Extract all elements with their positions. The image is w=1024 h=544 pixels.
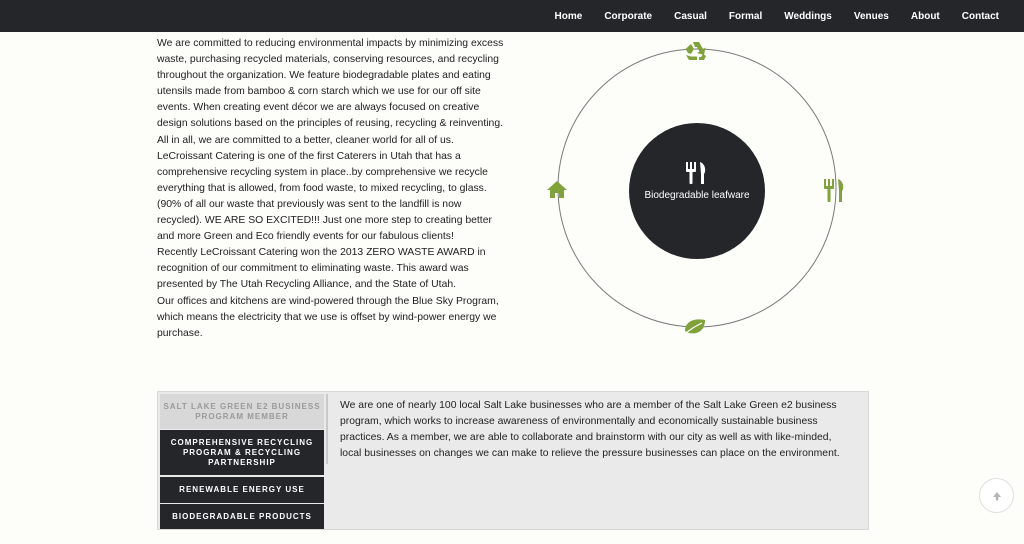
eco-diagram-svg — [545, 36, 850, 341]
arrow-up-icon — [991, 490, 1003, 502]
tab-content: We are one of nearly 100 local Salt Lake businesses who are a member of the Salt Lake Green e2 business program, which works to increase awareness of environmentally and economically sustainable business practices. As a member, we are able to collaborate and brainstorm with our city as well as with like-minded, local businesses on changes we can make to relieve the pressure businesses can place on the environment. — [340, 400, 840, 459]
center-label: Biodegradable leafware — [644, 190, 750, 201]
intro-text — [157, 36, 507, 342]
nav-contact[interactable]: Contact — [961, 10, 999, 22]
nav-home[interactable]: Home — [554, 10, 583, 22]
top-nav-bar — [0, 0, 1024, 32]
tab-biodegradable-products[interactable]: BIODEGRADABLE PRODUCTS — [160, 504, 324, 529]
nav-formal[interactable]: Formal — [728, 10, 763, 22]
nav-weddings[interactable]: Weddings — [784, 10, 832, 22]
tab-divider — [326, 394, 328, 464]
recycle-icon[interactable] — [686, 42, 707, 60]
intro-paragraph: Recently LeCroissant Catering won the 2013 ZERO WASTE AWARD in recognition of our commitment to eliminating waste. This award was presented by The Utah Recycling Alliance, and the State of Utah. — [157, 247, 486, 291]
nav-corporate[interactable]: Corporate — [604, 10, 653, 22]
tab-salt-lake-green[interactable]: SALT LAKE GREEN E2 BUSINESS PROGRAM MEMBER — [160, 394, 324, 429]
tab-comprehensive-recycling[interactable]: COMPREHENSIVE RECYCLING PROGRAM & RECYCLING PARTNERSHIP — [160, 430, 324, 475]
intro-paragraph: We are committed to reducing environmental impacts by minimizing excess waste, purchasing recycled materials, conserving resources, and recycling throughout the organization. We feature biodegradable plates and eating utensils made from bamboo & corn starch which we use for our off site events. When creating event décor we are always focused on creative design solutions based on the principles of reusing, recycling & reinventing. All in all, we are committed to a better, cleaner world for all of us. — [157, 38, 504, 146]
intro-paragraph: Our offices and kitchens are wind-powered through the Blue Sky Program, which means the electricity that we use is offset by wind-power energy we purchase. — [157, 295, 499, 339]
intro-paragraph: LeCroissant Catering is one of the first Caterers in Utah that has a comprehensive recycling system in place..by comprehensive we recycle everything that is allowed, from food waste, to mixed recycling, to glass. (90% of all our waste that previously was sent to the landfill is now recycled). WE ARE SO EXCITED!!! Just one more step to creating better and more Green and Eco friendly events for our fabulous clients! — [157, 150, 492, 243]
nav-about[interactable]: About — [910, 10, 940, 22]
eco-tabs-panel — [157, 391, 869, 530]
nav-casual[interactable]: Casual — [674, 10, 707, 22]
eco-diagram — [545, 36, 850, 341]
main-nav — [533, 0, 999, 32]
leaf-icon[interactable] — [684, 319, 705, 335]
scroll-top-button[interactable] — [979, 478, 1014, 513]
tab-renewable-energy[interactable]: RENEWABLE ENERGY USE — [160, 477, 324, 503]
utensils-icon[interactable] — [824, 179, 843, 202]
nav-venues[interactable]: Venues — [853, 10, 889, 22]
home-icon[interactable] — [547, 181, 567, 198]
